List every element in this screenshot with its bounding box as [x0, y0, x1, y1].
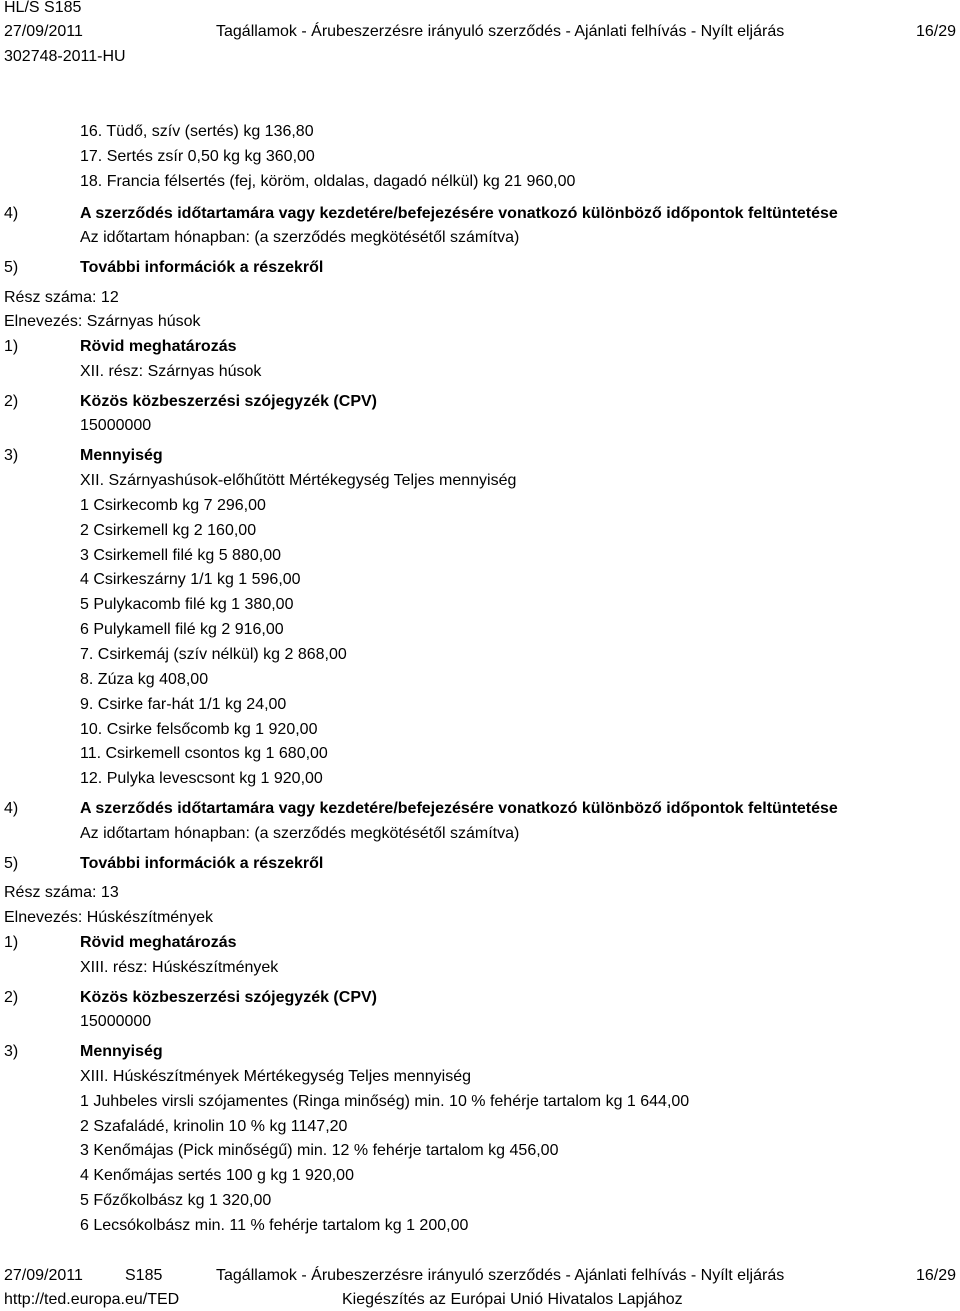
section-number: 3) — [4, 1043, 19, 1060]
cpv-code: 15000000 — [80, 1013, 152, 1030]
list-item: 3 Csirkemell filé kg 5 880,00 — [80, 547, 281, 564]
list-item: 6 Lecsókolbász min. 11 % fehérje tartalom kg 1 200,00 — [80, 1217, 469, 1234]
list-item: 11. Csirkemell csontos kg 1 680,00 — [80, 745, 328, 762]
list-item: 5 Főzőkolbász kg 1 320,00 — [80, 1192, 272, 1209]
section-number: 4) — [4, 205, 19, 222]
section-heading: Rövid meghatározás — [80, 934, 237, 951]
part-name: Elnevezés: Húskészítmények — [4, 909, 213, 926]
section-heading: Közös közbeszerzési szójegyzék (CPV) — [80, 989, 377, 1006]
list-item: 12. Pulyka levescsont kg 1 920,00 — [80, 770, 323, 787]
list-item: 1 Csirkecomb kg 7 296,00 — [80, 497, 266, 514]
section-heading: A szerződés időtartamára vagy kezdetére/befejezésére vonatkozó különböző időpontok feltüntetése — [80, 800, 838, 817]
section-number: 5) — [4, 855, 19, 872]
section-text: Az időtartam hónapban: (a szerződés megkötésétől számítva) — [80, 229, 520, 246]
footer-supplement: Kiegészítés az Európai Unió Hivatalos Lapjához — [342, 1291, 683, 1308]
section-text: Az időtartam hónapban: (a szerződés megkötésétől számítva) — [80, 825, 520, 842]
section-number: 4) — [4, 800, 19, 817]
list-item: 4 Csirkeszárny 1/1 kg 1 596,00 — [80, 571, 301, 588]
section-heading: Mennyiség — [80, 447, 163, 464]
section-text: XII. rész: Szárnyas húsok — [80, 363, 262, 380]
section-heading: A szerződés időtartamára vagy kezdetére/befejezésére vonatkozó különböző időpontok feltüntetése — [80, 205, 838, 222]
footer-date: 27/09/2011 — [4, 1267, 83, 1284]
footer-page: 16/29 — [915, 1267, 956, 1284]
footer-url-link[interactable]: http://ted.europa.eu/TED — [4, 1291, 180, 1308]
list-item: 7. Csirkemáj (szív nélkül) kg 2 868,00 — [80, 646, 347, 663]
section-number: 5) — [4, 259, 19, 276]
section-number: 1) — [4, 934, 19, 951]
section-heading: Közös közbeszerzési szójegyzék (CPV) — [80, 393, 377, 410]
section-number: 2) — [4, 989, 19, 1006]
part-name: Elnevezés: Szárnyas húsok — [4, 313, 201, 330]
list-item: 4 Kenőmájas sertés 100 g kg 1 920,00 — [80, 1167, 354, 1184]
part-number: Rész száma: 12 — [4, 289, 119, 306]
quantity-header: XIII. Húskészítmények Mértékegység Teljes mennyiség — [80, 1068, 471, 1085]
cpv-code: 15000000 — [80, 417, 152, 434]
list-item: 1 Juhbeles virsli szójamentes (Ringa minőség) min. 10 % fehérje tartalom kg 1 644,00 — [80, 1093, 690, 1110]
section-text: XIII. rész: Húskészítmények — [80, 959, 279, 976]
header-date: 27/09/2011 — [4, 23, 83, 40]
header-notice-no: 302748-2011-HU — [4, 48, 126, 65]
section-heading: További információk a részekről — [80, 259, 324, 276]
section-heading: További információk a részekről — [80, 855, 324, 872]
footer-series: S185 — [125, 1267, 163, 1284]
list-item: 5 Pulykacomb filé kg 1 380,00 — [80, 596, 294, 613]
header-doc-id: HL/S S185 — [4, 0, 82, 16]
section-heading: Mennyiség — [80, 1043, 163, 1060]
list-item: 10. Csirke felsőcomb kg 1 920,00 — [80, 721, 318, 738]
section-number: 2) — [4, 393, 19, 410]
list-item: 9. Csirke far-hát 1/1 kg 24,00 — [80, 696, 287, 713]
list-item: 6 Pulykamell filé kg 2 916,00 — [80, 621, 284, 638]
list-item: 2 Szafaládé, krinolin 10 % kg 1147,20 — [80, 1118, 348, 1135]
list-item: 17. Sertés zsír 0,50 kg kg 360,00 — [80, 148, 315, 165]
header-title: Tagállamok - Árubeszerzésre irányuló szerződés - Ajánlati felhívás - Nyílt eljárás — [216, 23, 785, 40]
section-number: 3) — [4, 447, 19, 464]
footer-title: Tagállamok - Árubeszerzésre irányuló szerződés - Ajánlati felhívás - Nyílt eljárás — [216, 1267, 785, 1284]
list-item: 2 Csirkemell kg 2 160,00 — [80, 522, 257, 539]
list-item: 18. Francia félsertés (fej, köröm, oldalas, dagadó nélkül) kg 21 960,00 — [80, 173, 576, 190]
list-item: 16. Tüdő, szív (sertés) kg 136,80 — [80, 123, 314, 140]
list-item: 3 Kenőmájas (Pick minőségű) min. 12 % fehérje tartalom kg 456,00 — [80, 1142, 559, 1159]
section-heading: Rövid meghatározás — [80, 338, 237, 355]
section-number: 1) — [4, 338, 19, 355]
list-item: 8. Zúza kg 408,00 — [80, 671, 209, 688]
quantity-header: XII. Szárnyashúsok-előhűtött Mértékegység Teljes mennyiség — [80, 472, 517, 489]
header-page: 16/29 — [915, 23, 956, 40]
part-number: Rész száma: 13 — [4, 884, 119, 901]
